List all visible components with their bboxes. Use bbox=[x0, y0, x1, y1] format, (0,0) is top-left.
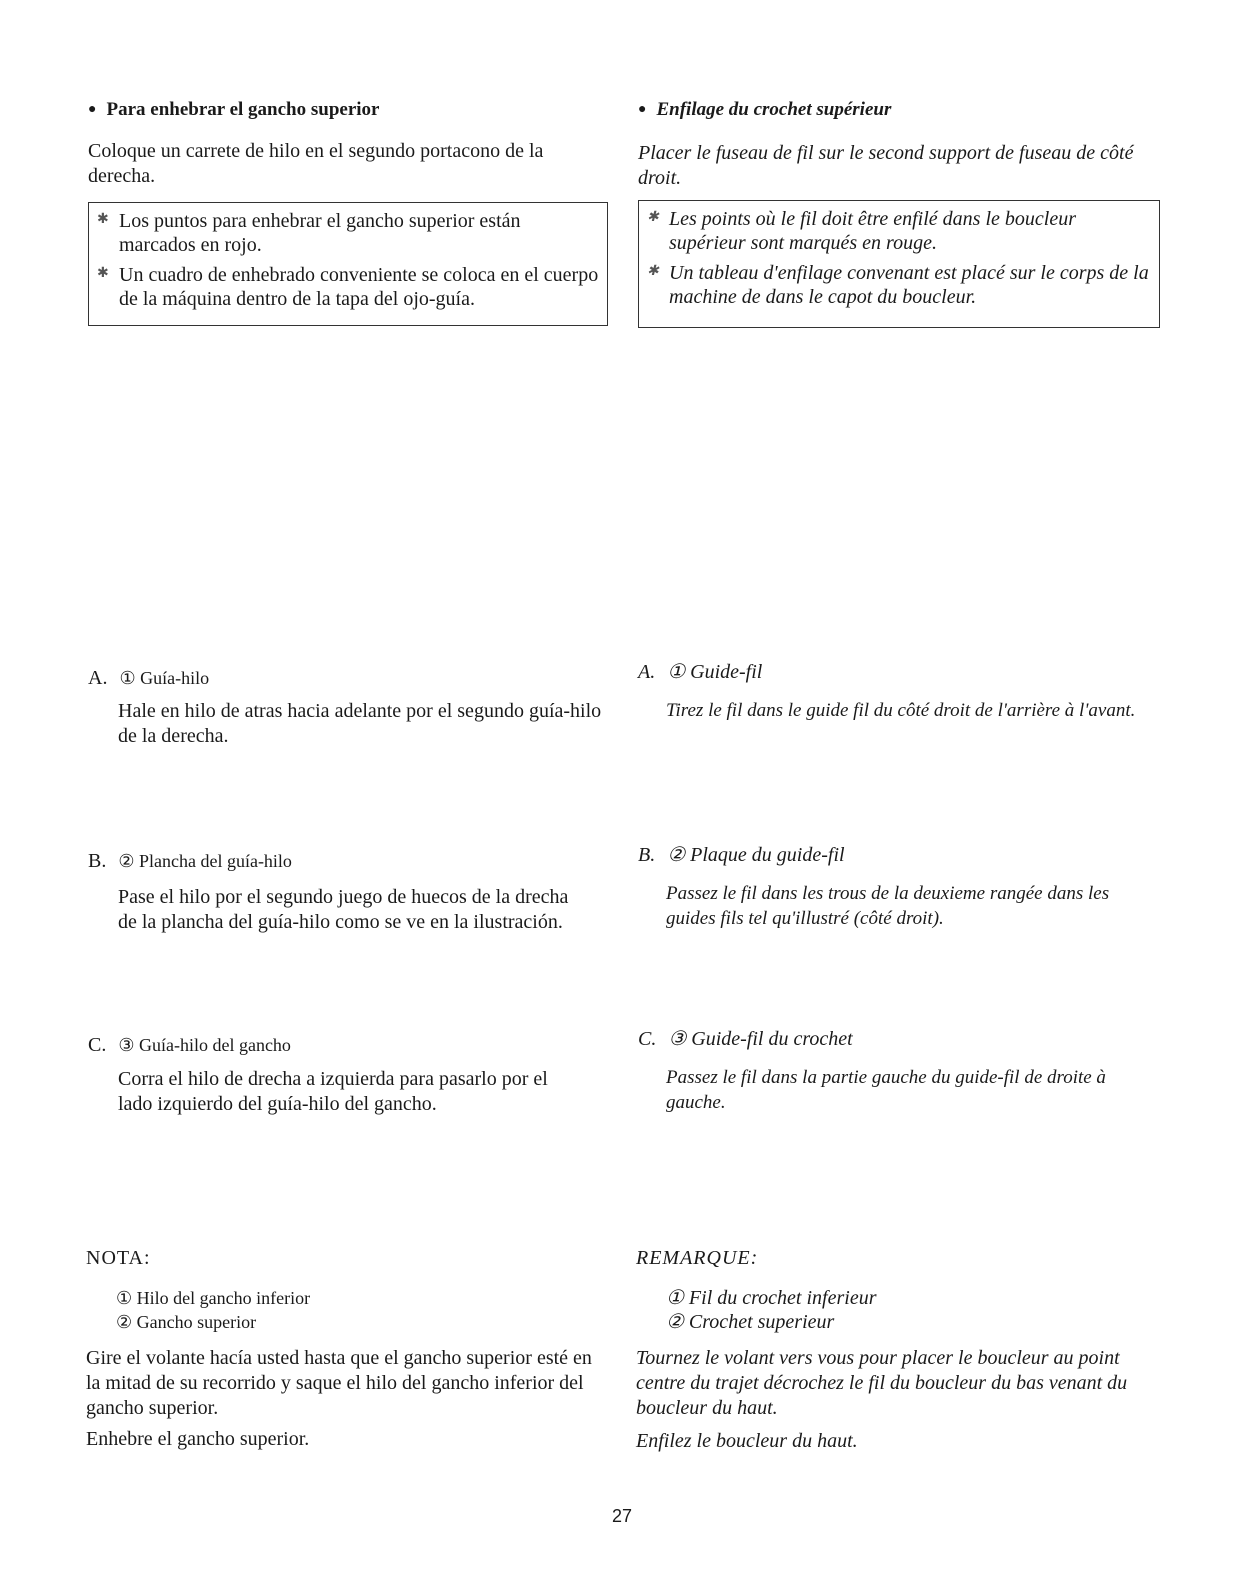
fr-note-2: ✱ Un tableau d'enfilage convenant est placé sur le corps de la machine de dans le capot du boucleur. bbox=[647, 262, 1149, 308]
fr-item-a-title: ① Guide-fil bbox=[667, 661, 763, 683]
fr-item-c: C. ③ Guide-fil du crochet Passez le fil dans la partie gauche du guide-fil de droite à gauche. bbox=[638, 1027, 1160, 1115]
fr-nota bbox=[636, 1246, 1158, 1454]
es-nota-para2: Enhebre el gancho superior. bbox=[86, 1428, 310, 1450]
fr-item-b: B. ② Plaque du guide-fil Passez le fil dans les trous de la deuxieme rangée dans les guides fils tel qu'illustré (côté droit). bbox=[638, 843, 1160, 931]
asterisk-icon: ✱ bbox=[647, 264, 659, 279]
es-heading-text: Para enhebrar el gancho superior bbox=[106, 99, 380, 120]
es-note-box bbox=[88, 202, 608, 326]
es-item-b: B. ② Plancha del guía-hilo Pase el hilo por el segundo juego de huecos de la drecha de la plancha del guía-hilo como se ve en la ilustración. bbox=[88, 849, 608, 935]
fr-item-b-body: Passez le fil dans les trous de la deuxieme rangée dans les guides fils tel qu'illustré (côté droit). bbox=[666, 883, 1110, 929]
es-item-c-title: ③ Guía-hilo del gancho bbox=[118, 1035, 291, 1055]
list-item: ② Gancho superior bbox=[116, 1312, 257, 1332]
es-note-1: ✱ Los puntos para enhebrar el gancho superior están marcados en rojo. bbox=[97, 210, 521, 256]
bullet-icon: ● bbox=[88, 102, 97, 117]
fr-intro bbox=[638, 141, 1148, 191]
es-nota bbox=[86, 1246, 606, 1452]
fr-note-1: ✱ Les points où le fil doit être enfilé dans le boucleur supérieur sont marqués en rouge. bbox=[647, 208, 1076, 254]
fr-item-a: A. ① Guide-fil Tirez le fil dans le guide fil du côté droit de l'arrière à l'avant. bbox=[638, 660, 1160, 723]
fr-item-b-title: ② Plaque du guide-fil bbox=[667, 844, 845, 866]
es-nota-list bbox=[86, 1286, 606, 1334]
fr-item-c-title: ③ Guide-fil du crochet bbox=[668, 1028, 853, 1050]
fr-note-box bbox=[638, 200, 1160, 328]
asterisk-icon: ✱ bbox=[97, 266, 109, 281]
fr-item-a-body: Tirez le fil dans le guide fil du côté droit de l'arrière à l'avant. bbox=[666, 700, 1136, 721]
es-item-a-title: ① Guía-hilo bbox=[119, 668, 210, 688]
fr-nota-list bbox=[636, 1286, 1158, 1334]
bullet-icon: ● bbox=[638, 102, 647, 117]
fr-item-c-body: Passez le fil dans la partie gauche du guide-fil de droite à gauche. bbox=[666, 1067, 1106, 1113]
es-item-a: A. ① Guía-hilo Hale en hilo de atras hacia adelante por el segundo guía-hilo de la derecha. bbox=[88, 666, 608, 749]
es-heading bbox=[88, 98, 608, 122]
es-item-c-body: Corra el hilo de drecha a izquierda para pasarlo por el lado izquierdo del guía-hilo del gancho. bbox=[118, 1068, 548, 1115]
fr-nota-para2: Enfilez le boucleur du haut. bbox=[636, 1430, 858, 1452]
list-item: ① Hilo del gancho inferior bbox=[116, 1288, 311, 1308]
es-item-b-body: Pase el hilo por el segundo juego de huecos de la drecha de la plancha del guía-hilo como se ve en la ilustración. bbox=[118, 886, 569, 933]
fr-nota-para1: Tournez le volant vers vous pour placer le boucleur au point centre du trajet décrochez le fil du boucleur du bas venant du boucleur du haut. bbox=[636, 1347, 1128, 1419]
list-item: ② Crochet superieur bbox=[666, 1311, 835, 1333]
es-intro bbox=[88, 139, 588, 189]
fr-heading-text: Enfilage du crochet supérieur bbox=[656, 99, 892, 120]
fr-intro-text: Placer le fuseau de fil sur le second support de fuseau de côté droit. bbox=[638, 142, 1134, 189]
es-item-c: C. ③ Guía-hilo del gancho Corra el hilo de drecha a izquierda para pasarlo por el lado izquierdo del guía-hilo del gancho. bbox=[88, 1033, 608, 1117]
page-number: 27 bbox=[611, 1506, 633, 1526]
es-item-a-body: Hale en hilo de atras hacia adelante por el segundo guía-hilo de la derecha. bbox=[118, 700, 602, 747]
asterisk-icon: ✱ bbox=[647, 210, 659, 225]
fr-nota-title: REMARQUE: bbox=[636, 1247, 759, 1269]
fr-heading bbox=[638, 98, 1160, 122]
es-nota-para1: Gire el volante hacía usted hasta que el gancho superior esté en la mitad de su recorrido y saque el hilo del gancho inferior del gancho superior. bbox=[86, 1347, 592, 1419]
es-item-b-title: ② Plancha del guía-hilo bbox=[118, 851, 292, 871]
list-item: ① Fil du crochet inferieur bbox=[666, 1287, 877, 1309]
asterisk-icon: ✱ bbox=[97, 212, 109, 227]
es-nota-title: NOTA: bbox=[86, 1247, 151, 1269]
es-note-2: ✱ Un cuadro de enhebrado conveniente se coloca en el cuerpo de la máquina dentro de la tapa del ojo-guía. bbox=[97, 264, 599, 310]
es-intro-text: Coloque un carrete de hilo en el segundo portacono de la derecha. bbox=[88, 140, 544, 187]
